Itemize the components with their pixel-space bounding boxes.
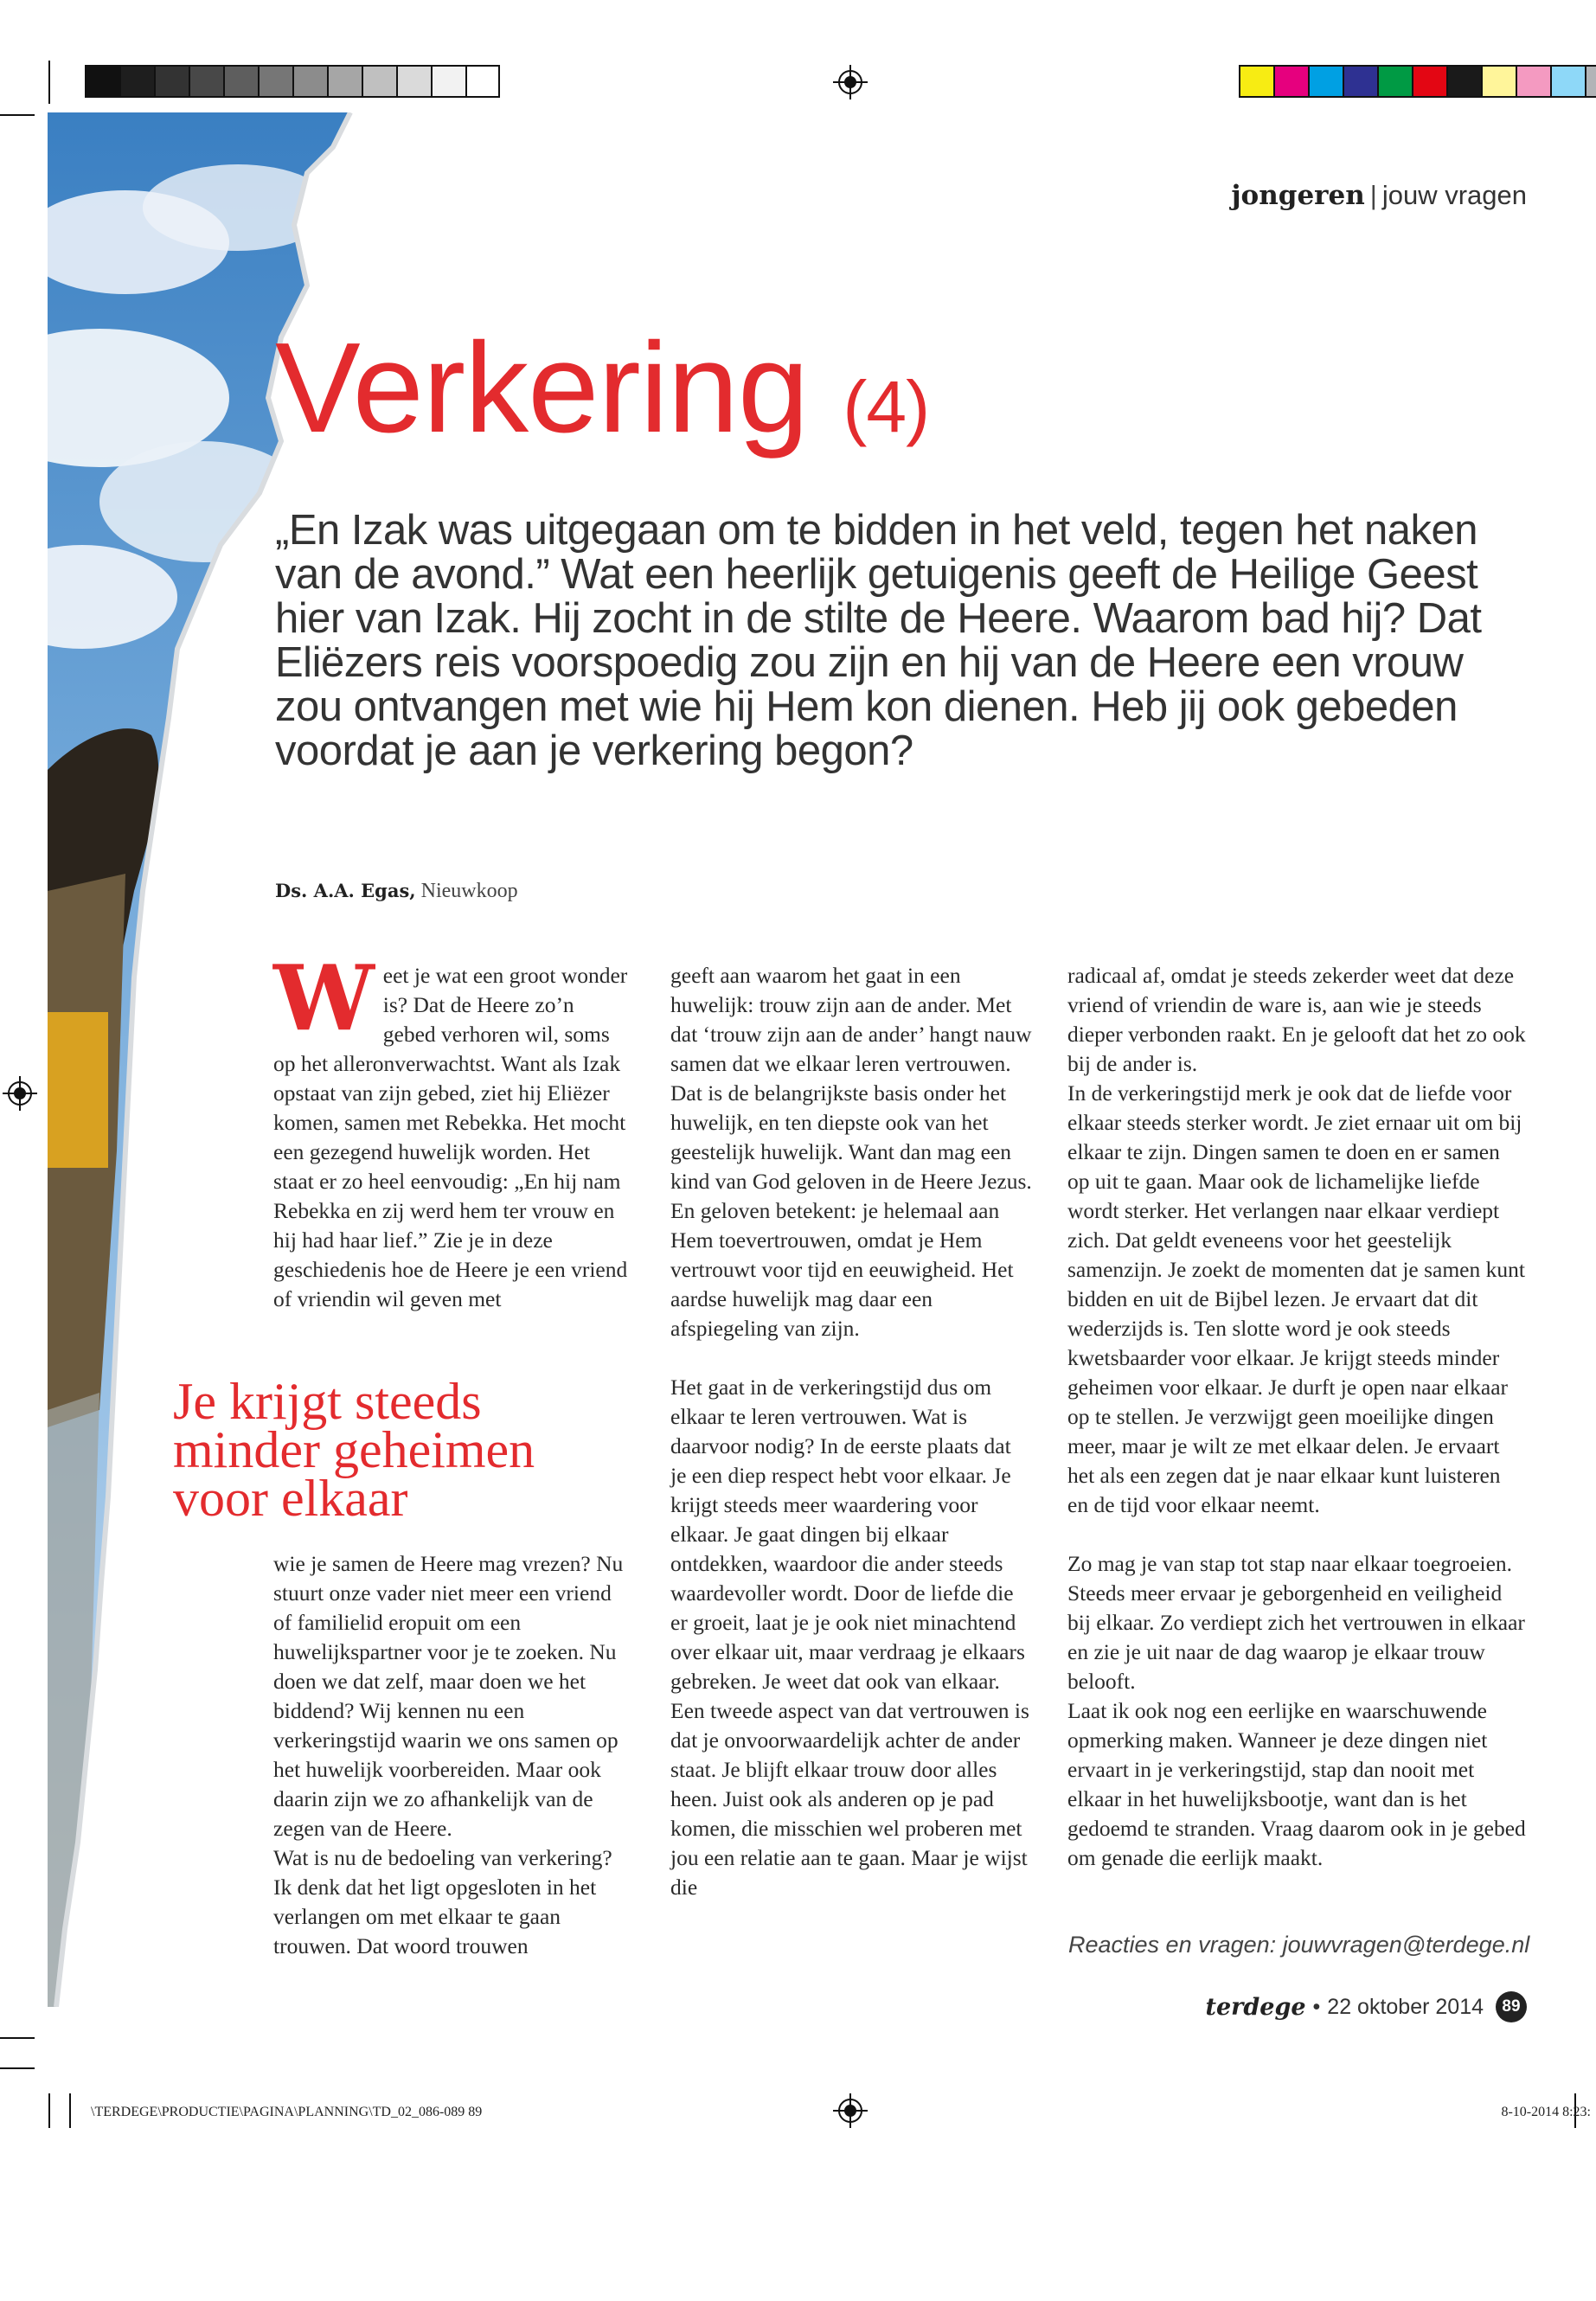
pull-quote	[173, 1373, 535, 1527]
color-swatch	[189, 65, 223, 98]
crop-mark	[48, 61, 50, 104]
pull-quote-line: minder geheimen	[173, 1421, 535, 1478]
body-paragraph: Laat ik ook nog een eerlijke en waarschuwende opmerking maken. Wanneer je deze dingen niet ervaart in je verkeringstijd, stap dan nooit met elkaar in het huwelijksbootje, want dan is het gedoemd te stranden. Vraag daarom ook in je gebed om genade die eerlijk maakt.	[1067, 1698, 1526, 1870]
color-swatch	[85, 65, 119, 98]
contact-line: Reacties en vragen: jouwvragen@terdege.nl	[1068, 1932, 1530, 1958]
crop-mark	[0, 2037, 35, 2039]
section-sub: jouw vragen	[1381, 180, 1527, 210]
color-swatch	[1343, 65, 1377, 98]
byline	[275, 880, 518, 903]
color-swatch	[1481, 65, 1516, 98]
color-swatch	[431, 65, 465, 98]
pull-quote-line: voor elkaar	[173, 1470, 408, 1527]
body-column-1-bottom	[273, 1549, 631, 1961]
article-title	[275, 317, 930, 459]
body-column-1-top	[273, 945, 631, 1314]
section-tag	[1231, 180, 1527, 211]
byline-place: Nieuwkoop	[420, 880, 518, 902]
section-name: jongeren	[1231, 180, 1365, 211]
page-number: 89	[1496, 1991, 1527, 2022]
color-swatch	[1239, 65, 1273, 98]
color-swatch	[1516, 65, 1550, 98]
title-main: Verkering	[275, 317, 809, 459]
body-paragraph: wie je samen de Heere mag vrezen? Nu stuurt onze vader niet meer een vriend of familielid eropuit om een huwelijkspartner voor je te zoeken. Nu doen we dat zelf, maar doen we het biddend? Wij kennen nu een verkeringstijd waarin we ons samen op het huwelijk voorbereiden. Maar ook daarin zijn we zo afhankelijk van de zegen van de Heere.	[273, 1551, 624, 1841]
magazine-brand: terdege	[1205, 1993, 1306, 2021]
body-column-3	[1067, 961, 1526, 1873]
body-paragraph: radicaal af, omdat je steeds zekerder weet dat deze vriend of vriendin de ware is, aan wie je steeds dieper verbonden raakt. En je gelooft dat het zo ook bij de ander is.	[1067, 963, 1526, 1076]
crop-mark	[0, 2067, 35, 2069]
footer-separator: •	[1312, 1994, 1321, 2019]
color-swatch	[1273, 65, 1308, 98]
color-swatch	[154, 65, 189, 98]
color-swatch	[1550, 65, 1585, 98]
body-paragraph: eet je wat een groot wonder is? Dat de Heere zo’n gebed verhoren wil, soms op het alleronverwachtst. Want als Izak opstaat van zijn gebed, ziet hij Eliëzer komen, samen met Rebekka. Het mocht een gezegend huwelijk worden. Het staat er zo heel eenvoudig: „En hij nam Rebekka en zij werd hem ter vrouw en hij had haar lief.” Zie je in deze geschiedenis hoe de Heere je een vriend of vriendin wil geven met	[273, 963, 628, 1311]
pull-quote-line: Je krijgt steeds	[173, 1373, 482, 1430]
crop-mark	[48, 2093, 50, 2128]
color-swatch	[1308, 65, 1343, 98]
registration-mark-icon	[833, 65, 868, 99]
color-swatch	[292, 65, 327, 98]
crop-mark	[0, 114, 35, 116]
lead-paragraph: „En Izak was uitgegaan om te bidden in het veld, tegen het naken van de avond.” Wat een heerlijk getuigenis geeft de Heilige Geest hier van Izak. Hij zocht in de stilte de Heere. Waarom bad hij? Dat Eliëzers reis voorspoedig zou zijn en hij van de Heere een vrouw zou ontvangen met wie hij Hem kon dienen. Heb jij ook gebeden voordat je aan je verkering begon?	[275, 507, 1482, 774]
body-paragraph: Een tweede aspect van dat vertrouwen is dat je onvoorwaardelijk achter de ander staat. Je blijft elkaar trouw door alles heen. Juist ook als anderen op je pad komen, die misschien wel proberen met jou een relatie aan te gaan. Maar je wijst die	[670, 1698, 1029, 1900]
registration-mark-icon	[833, 2093, 868, 2128]
color-swatch	[1412, 65, 1446, 98]
drop-cap: W	[273, 945, 375, 1051]
issue-date: 22 oktober 2014	[1327, 1994, 1484, 2019]
crop-mark	[69, 2093, 71, 2128]
section-separator: |	[1369, 180, 1377, 210]
byline-author: Ds. A.A. Egas,	[275, 880, 416, 901]
color-swatch	[119, 65, 154, 98]
registration-mark-icon	[3, 1076, 37, 1111]
color-swatch	[327, 65, 362, 98]
page-footer	[1206, 1991, 1527, 2022]
color-swatch	[223, 65, 258, 98]
file-path-slug: \TERDEGE\PRODUCTIE\PAGINA\PLANNING\TD_02_086-089 89	[91, 2105, 483, 2119]
color-swatch	[465, 65, 500, 98]
color-swatch	[362, 65, 396, 98]
body-paragraph: geeft aan waarom het gaat in een huwelijk: trouw zijn aan de ander. Met dat ‘trouw zijn aan de ander’ hangt nauw samen dat we elkaar leren vertrouwen. Dat is de belangrijkste basis onder het huwelijk, en ten diepste ook van het geestelijk huwelijk. Want dan mag een kind van God geloven in de Heere Jezus. En geloven betekent: je helemaal aan Hem toevertrouwen, omdat je Hem vertrouwt voor tijd en eeuwigheid. Het aardse huwelijk mag daar een afspiegeling van zijn.	[670, 963, 1032, 1341]
color-swatch	[396, 65, 431, 98]
body-column-2	[670, 961, 1032, 1902]
body-paragraph: Het gaat in de verkeringstijd dus om elkaar te leren vertrouwen. Wat is daarvoor nodig? In de eerste plaats dat je een diep respect hebt voor elkaar. Je krijgt steeds meer waardering voor elkaar. Je gaat dingen bij elkaar ontdekken, waardoor die ander steeds waardevoller wordt. Door de liefde die er groeit, laat je je ook niet minachtend over elkaar uit, maar verdraag je elkaars gebreken. Je weet dat ook van elkaar.	[670, 1375, 1025, 1694]
color-swatch	[1446, 65, 1481, 98]
grayscale-colorbar	[85, 65, 500, 98]
color-swatch	[1377, 65, 1412, 98]
print-timestamp: 8-10-2014 8:23:	[1501, 2105, 1591, 2119]
body-paragraph: Wat is nu de bedoeling van verkering? Ik denk dat het ligt opgesloten in het verlangen om met elkaar te gaan trouwen. Dat woord trouwen	[273, 1845, 612, 1958]
color-swatch	[1585, 65, 1596, 98]
body-paragraph: In de verkeringstijd merk je ook dat de liefde voor elkaar steeds sterker wordt. Je ziet ernaar uit om bij elkaar te zijn. Dingen samen te doen en er samen op uit te gaan. Maar ook de lichamelijke liefde wordt sterker. Het verlangen naar elkaar verdiept zich. Dat geldt eveneens voor het geestelijk samenzijn. Je zoekt de momenten dat je samen kunt bidden en uit de Bijbel lezen. Je ervaart dat dit wederzijds is. Ten slotte word je ook steeds kwetsbaarder voor elkaar. Je krijgt steeds minder geheimen voor elkaar. Je durft je open naar elkaar op te stellen. Je verzwijgt geen moeilijke dingen meer, maar je wilt ze met elkaar delen. Je ervaart het als een zegen dat je naar elkaar kunt luisteren en de tijd voor elkaar neemt.	[1067, 1080, 1525, 1517]
process-colorbar	[1239, 65, 1596, 98]
color-swatch	[258, 65, 292, 98]
title-number: (4)	[843, 366, 930, 447]
body-paragraph: Zo mag je van stap tot stap naar elkaar toegroeien. Steeds meer ervaar je geborgenheid en veiligheid bij elkaar. Zo verdiept zich het vertrouwen in elkaar en zie je uit naar de dag waarop je elkaar trouw belooft.	[1067, 1551, 1525, 1694]
